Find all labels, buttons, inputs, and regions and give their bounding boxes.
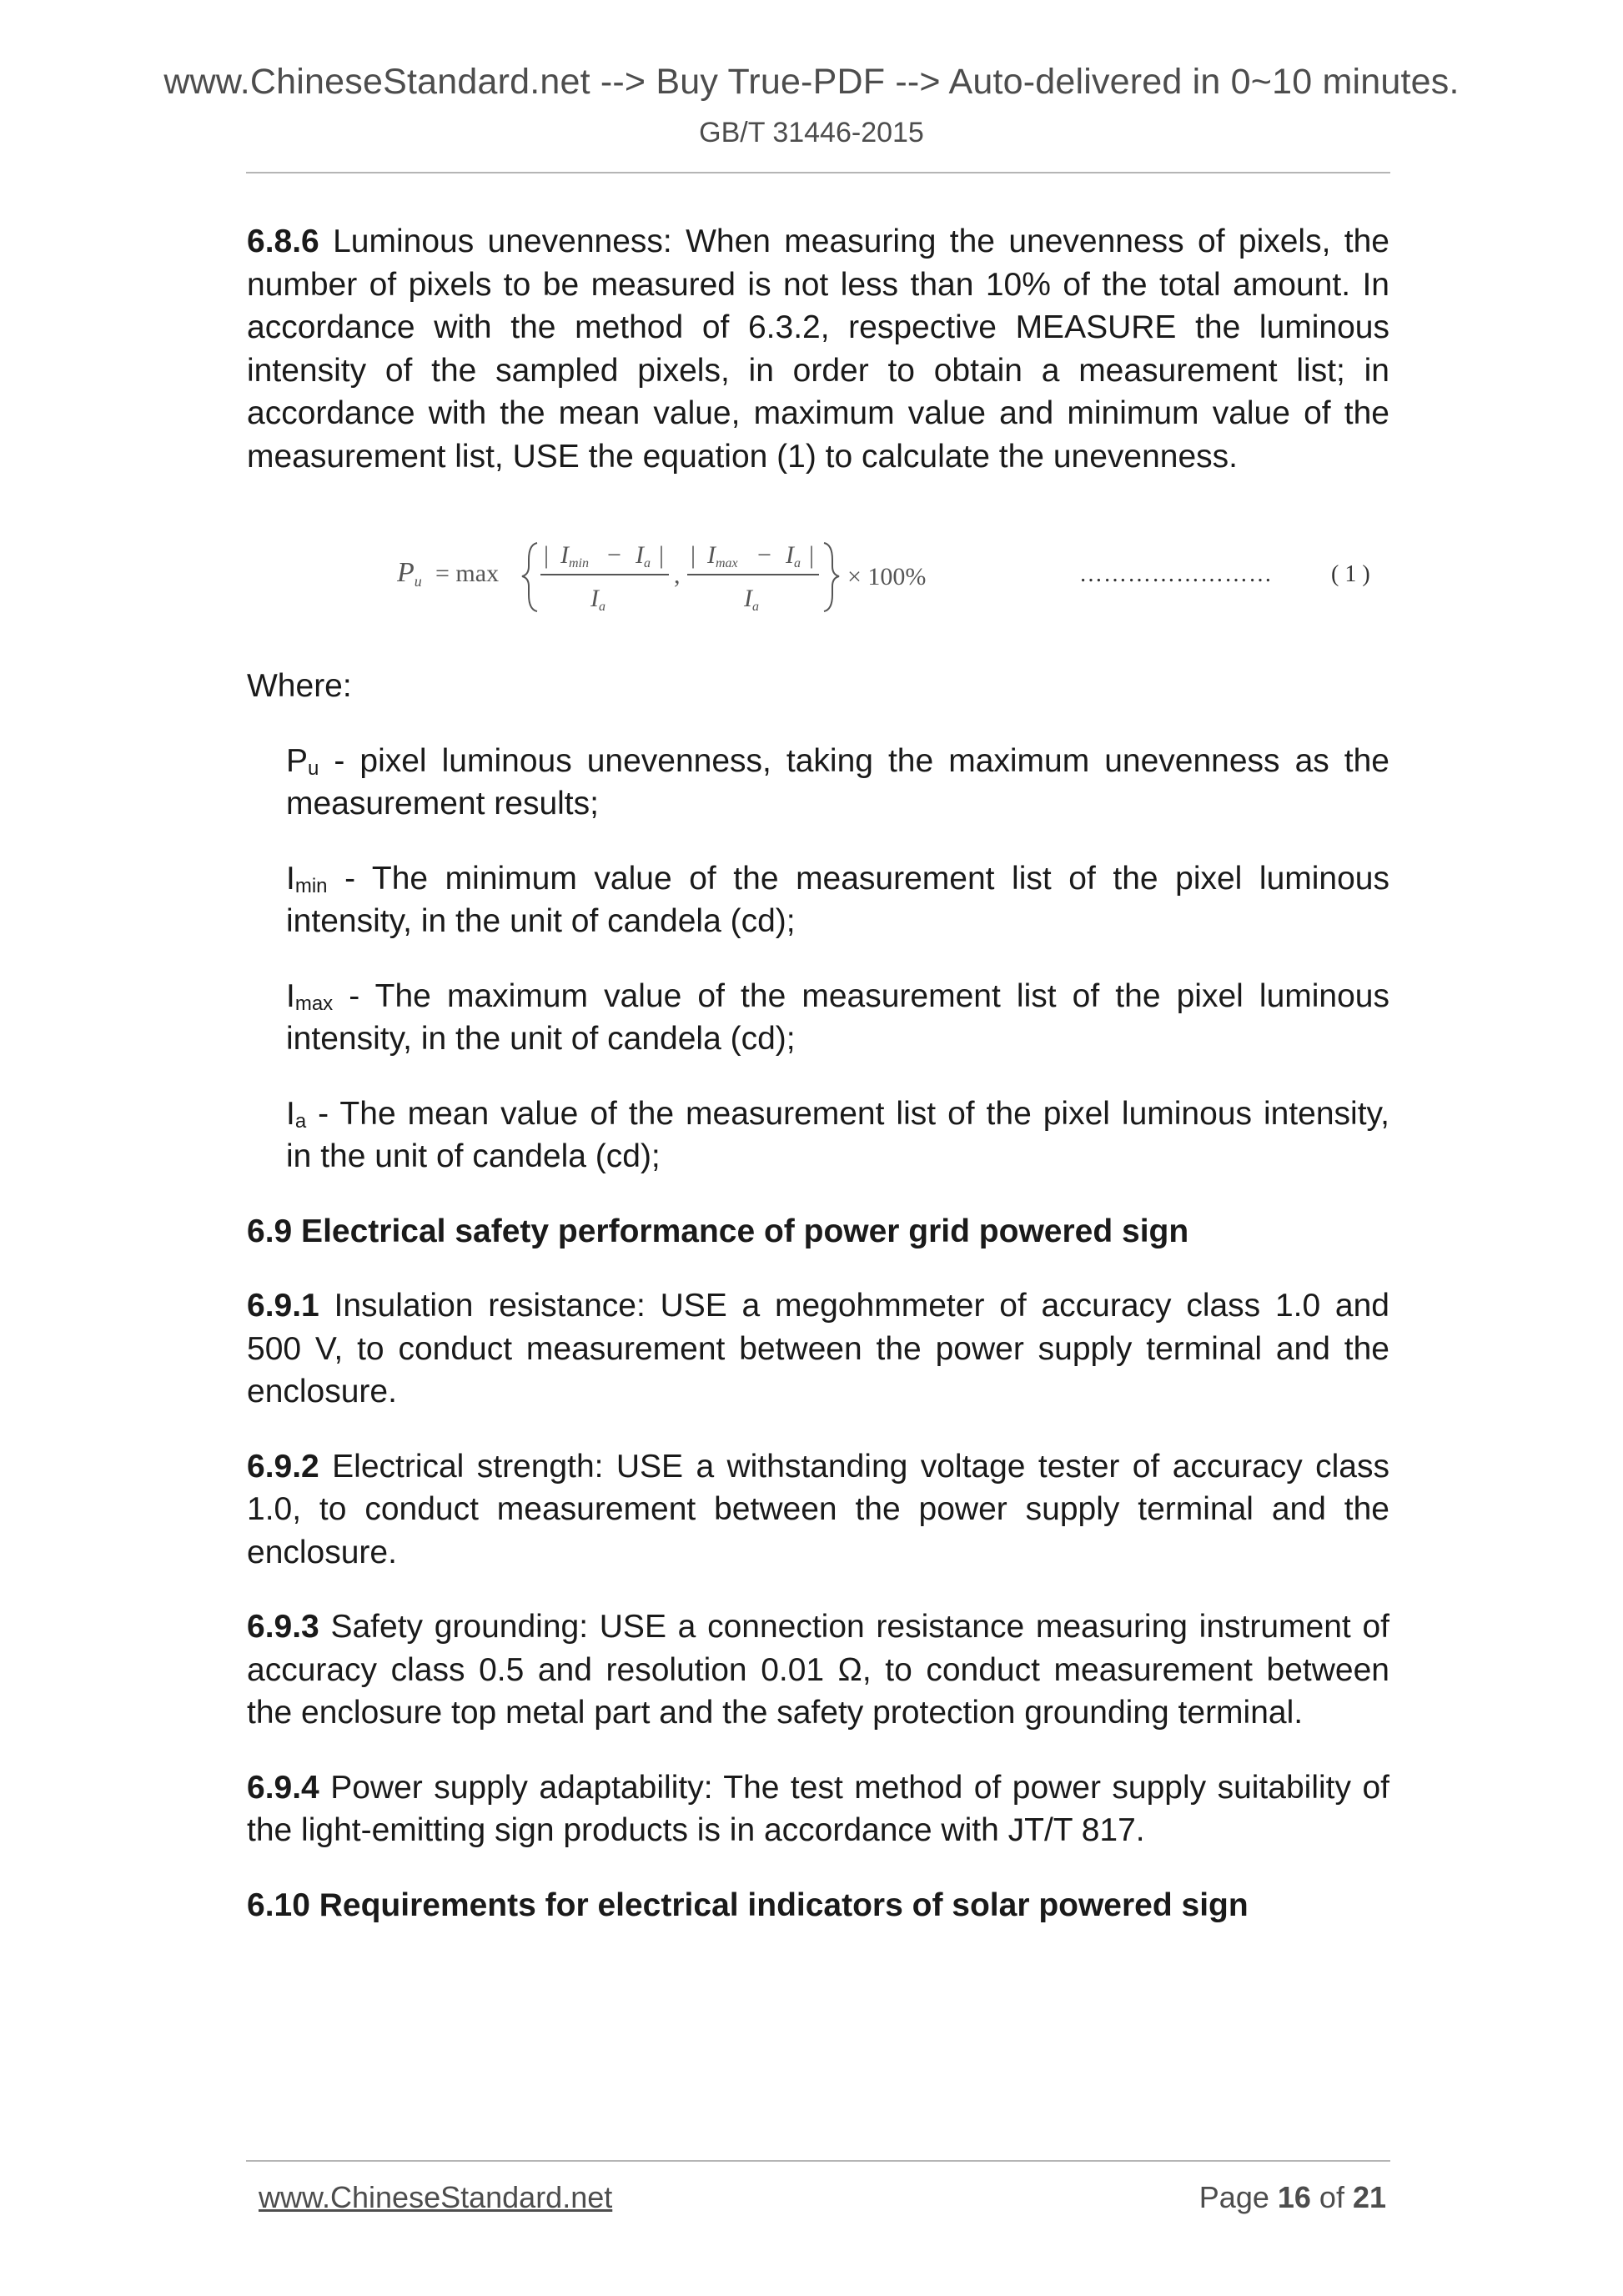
- svg-text:|: |: [659, 541, 665, 569]
- clause-6-9-1: 6.9.1 Insulation resistance: USE a megohmmeter of accuracy class 1.0 and 500 V, to conduct measurement between the power supply terminal and the enclosure.: [247, 1288, 1389, 1409]
- equation-graphic: [397, 511, 1398, 636]
- eq-number: ( 1 ): [1331, 561, 1370, 587]
- eq-max: = max: [435, 560, 500, 587]
- footer-divider: [246, 2160, 1390, 2162]
- document-body: [247, 220, 1389, 1958]
- footer-website-link[interactable]: www.ChineseStandard.net: [259, 2180, 613, 2214]
- svg-text:|: |: [544, 541, 550, 569]
- svg-text:Ia: Ia: [744, 585, 759, 614]
- svg-text:Ia: Ia: [786, 541, 801, 570]
- definition-imax: $I_{max}$ - The maximum value of the measurement list of the pixel luminous intensity, in the unit of candela (cd);: [286, 977, 1389, 1057]
- clause-6-9-4: 6.9.4 Power supply adaptability: The test method of power supply suitability of the light-emitting sign products is in accordance with JT/T 817.: [247, 1769, 1389, 1848]
- standard-number: GB/T 31446-2015: [699, 117, 924, 148]
- section-heading-6-9: 6.9 Electrical safety performance of power grid powered sign: [247, 1213, 1189, 1249]
- definition-pu: $P_u$ - pixel luminous unevenness, taking the maximum unevenness as the measurement results;: [286, 742, 1389, 821]
- svg-text:|: |: [691, 541, 696, 569]
- where-label: Where:: [247, 668, 352, 704]
- clause-number: 6.8.6: [247, 224, 319, 259]
- equation-1: [247, 511, 1389, 636]
- clause-6-9-2: 6.9.2 Electrical strength: USE a withstanding voltage tester of accuracy class 1.0, to conduct measurement between the power supply terminal and the enclosure.: [247, 1448, 1389, 1570]
- page-indicator: Page 16 of 21: [1198, 2180, 1386, 2214]
- svg-text:Pu: Pu: [397, 557, 422, 590]
- eq-leader-dots: ……………………: [1079, 561, 1273, 587]
- svg-text:Imax: Imax: [707, 541, 738, 570]
- svg-text:−: −: [607, 541, 621, 569]
- clause-6-9-3: 6.9.3 Safety grounding: USE a connection resistance measuring instrument of accuracy class 0.5 and resolution 0.01 Ω, to conduct measurement between the enclosure top metal part and the safety protection grounding terminal.: [247, 1609, 1389, 1731]
- eq-times-100: × 100%: [847, 563, 927, 590]
- total-pages: 21: [1352, 2180, 1386, 2214]
- eq-lhs: P: [397, 557, 415, 588]
- clause-6-8-6: [247, 220, 1389, 478]
- svg-text:Ia: Ia: [636, 541, 651, 570]
- svg-text:|: |: [809, 541, 815, 569]
- clause-text: Luminous unevenness: When measuring the unevenness of pixels, the number of pixels to be measured is not less than 10% of the total amount. In accordance with the method of 6.3.2, respective MEASURE the luminous intensity of the sampled pixels, in order to obtain a measurement list; in accordance with the mean value, maximum value and minimum value of the measurement list, USE the equation (1) to calculate the unevenness.: [247, 224, 1389, 475]
- header-banner: www.ChineseStandard.net --> Buy True-PDF --> Auto-delivered in 0~10 minutes.: [163, 62, 1460, 102]
- svg-text:Imin: Imin: [560, 541, 589, 570]
- header-divider: [246, 172, 1390, 173]
- current-page: 16: [1277, 2180, 1311, 2214]
- svg-text:,: ,: [674, 561, 681, 589]
- definition-imin: $I_{min}$ - The minimum value of the measurement list of the pixel luminous intensity, in the unit of candela (cd);: [286, 860, 1389, 939]
- section-heading-6-10: 6.10 Requirements for electrical indicators of solar powered sign: [247, 1887, 1249, 1923]
- definition-ia: $I_a$ - The mean value of the measurement list of the pixel luminous intensity, in the unit of candela (cd);: [286, 1095, 1389, 1174]
- svg-text:−: −: [757, 541, 771, 569]
- svg-text:Ia: Ia: [590, 585, 605, 614]
